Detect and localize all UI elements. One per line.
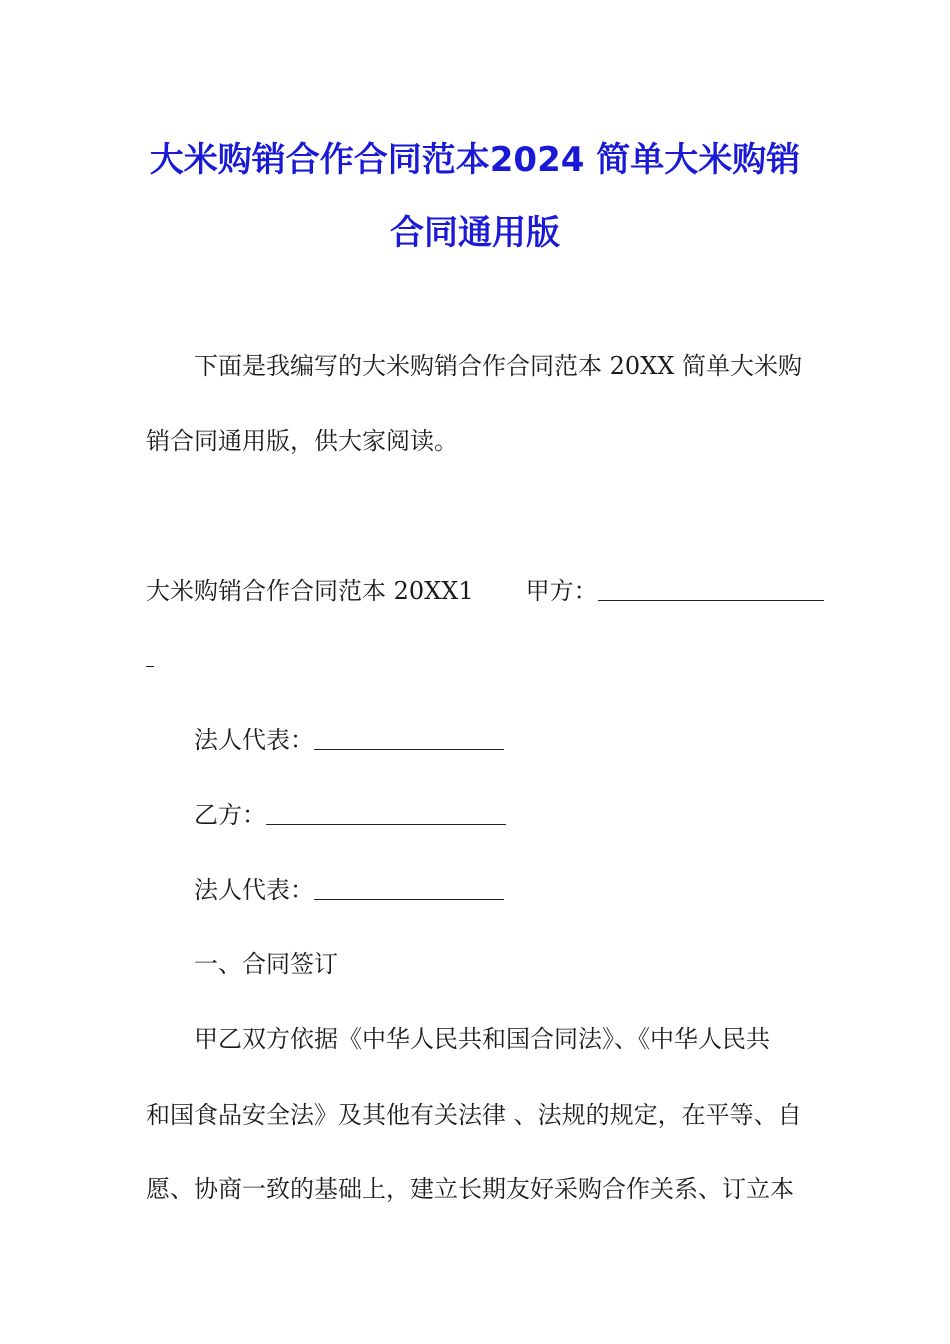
- party-b-rep-line: [194, 870, 504, 905]
- party-b-label: 乙方：: [194, 801, 266, 829]
- section-1-para-line-3: 愿、协商一致的基础上，建立长期友好采购合作关系、订立本: [146, 1175, 794, 1203]
- section-1-para-line-2: 和国食品安全法》及其他有关法律 、法规的规定，在平等、自: [146, 1101, 802, 1129]
- party-a-rep-blank: [314, 727, 504, 750]
- section-1-para-line-1: 甲乙双方依据《中华人民共和国合同法》、《中华人民共: [194, 1025, 770, 1053]
- party-a-rep-label: 法人代表：: [194, 726, 314, 754]
- party-a-blank: [598, 578, 824, 601]
- party-a-blank-continuation: [146, 666, 154, 667]
- party-a-rep-line: [194, 720, 504, 755]
- contract-heading-text: 大米购销合作合同范本 20XX1: [146, 577, 474, 605]
- intro-line-1: 下面是我编写的大米购销合作合同范本 20XX 简单大米购: [194, 352, 802, 380]
- party-b-line: [194, 795, 506, 830]
- section-1-heading: 一、合同签订: [194, 950, 338, 978]
- party-b-rep-label: 法人代表：: [194, 876, 314, 904]
- party-a-label: 甲方：: [525, 577, 598, 605]
- contract-heading: [146, 571, 824, 606]
- document-title-line-1: 大米购销合作合同范本2024 简单大米购销: [149, 140, 801, 180]
- party-b-blank: [266, 802, 506, 825]
- intro-line-2: 销合同通用版，供大家阅读。: [146, 427, 458, 455]
- document-title-line-2: 合同通用版: [390, 213, 560, 253]
- party-b-rep-blank: [314, 877, 504, 900]
